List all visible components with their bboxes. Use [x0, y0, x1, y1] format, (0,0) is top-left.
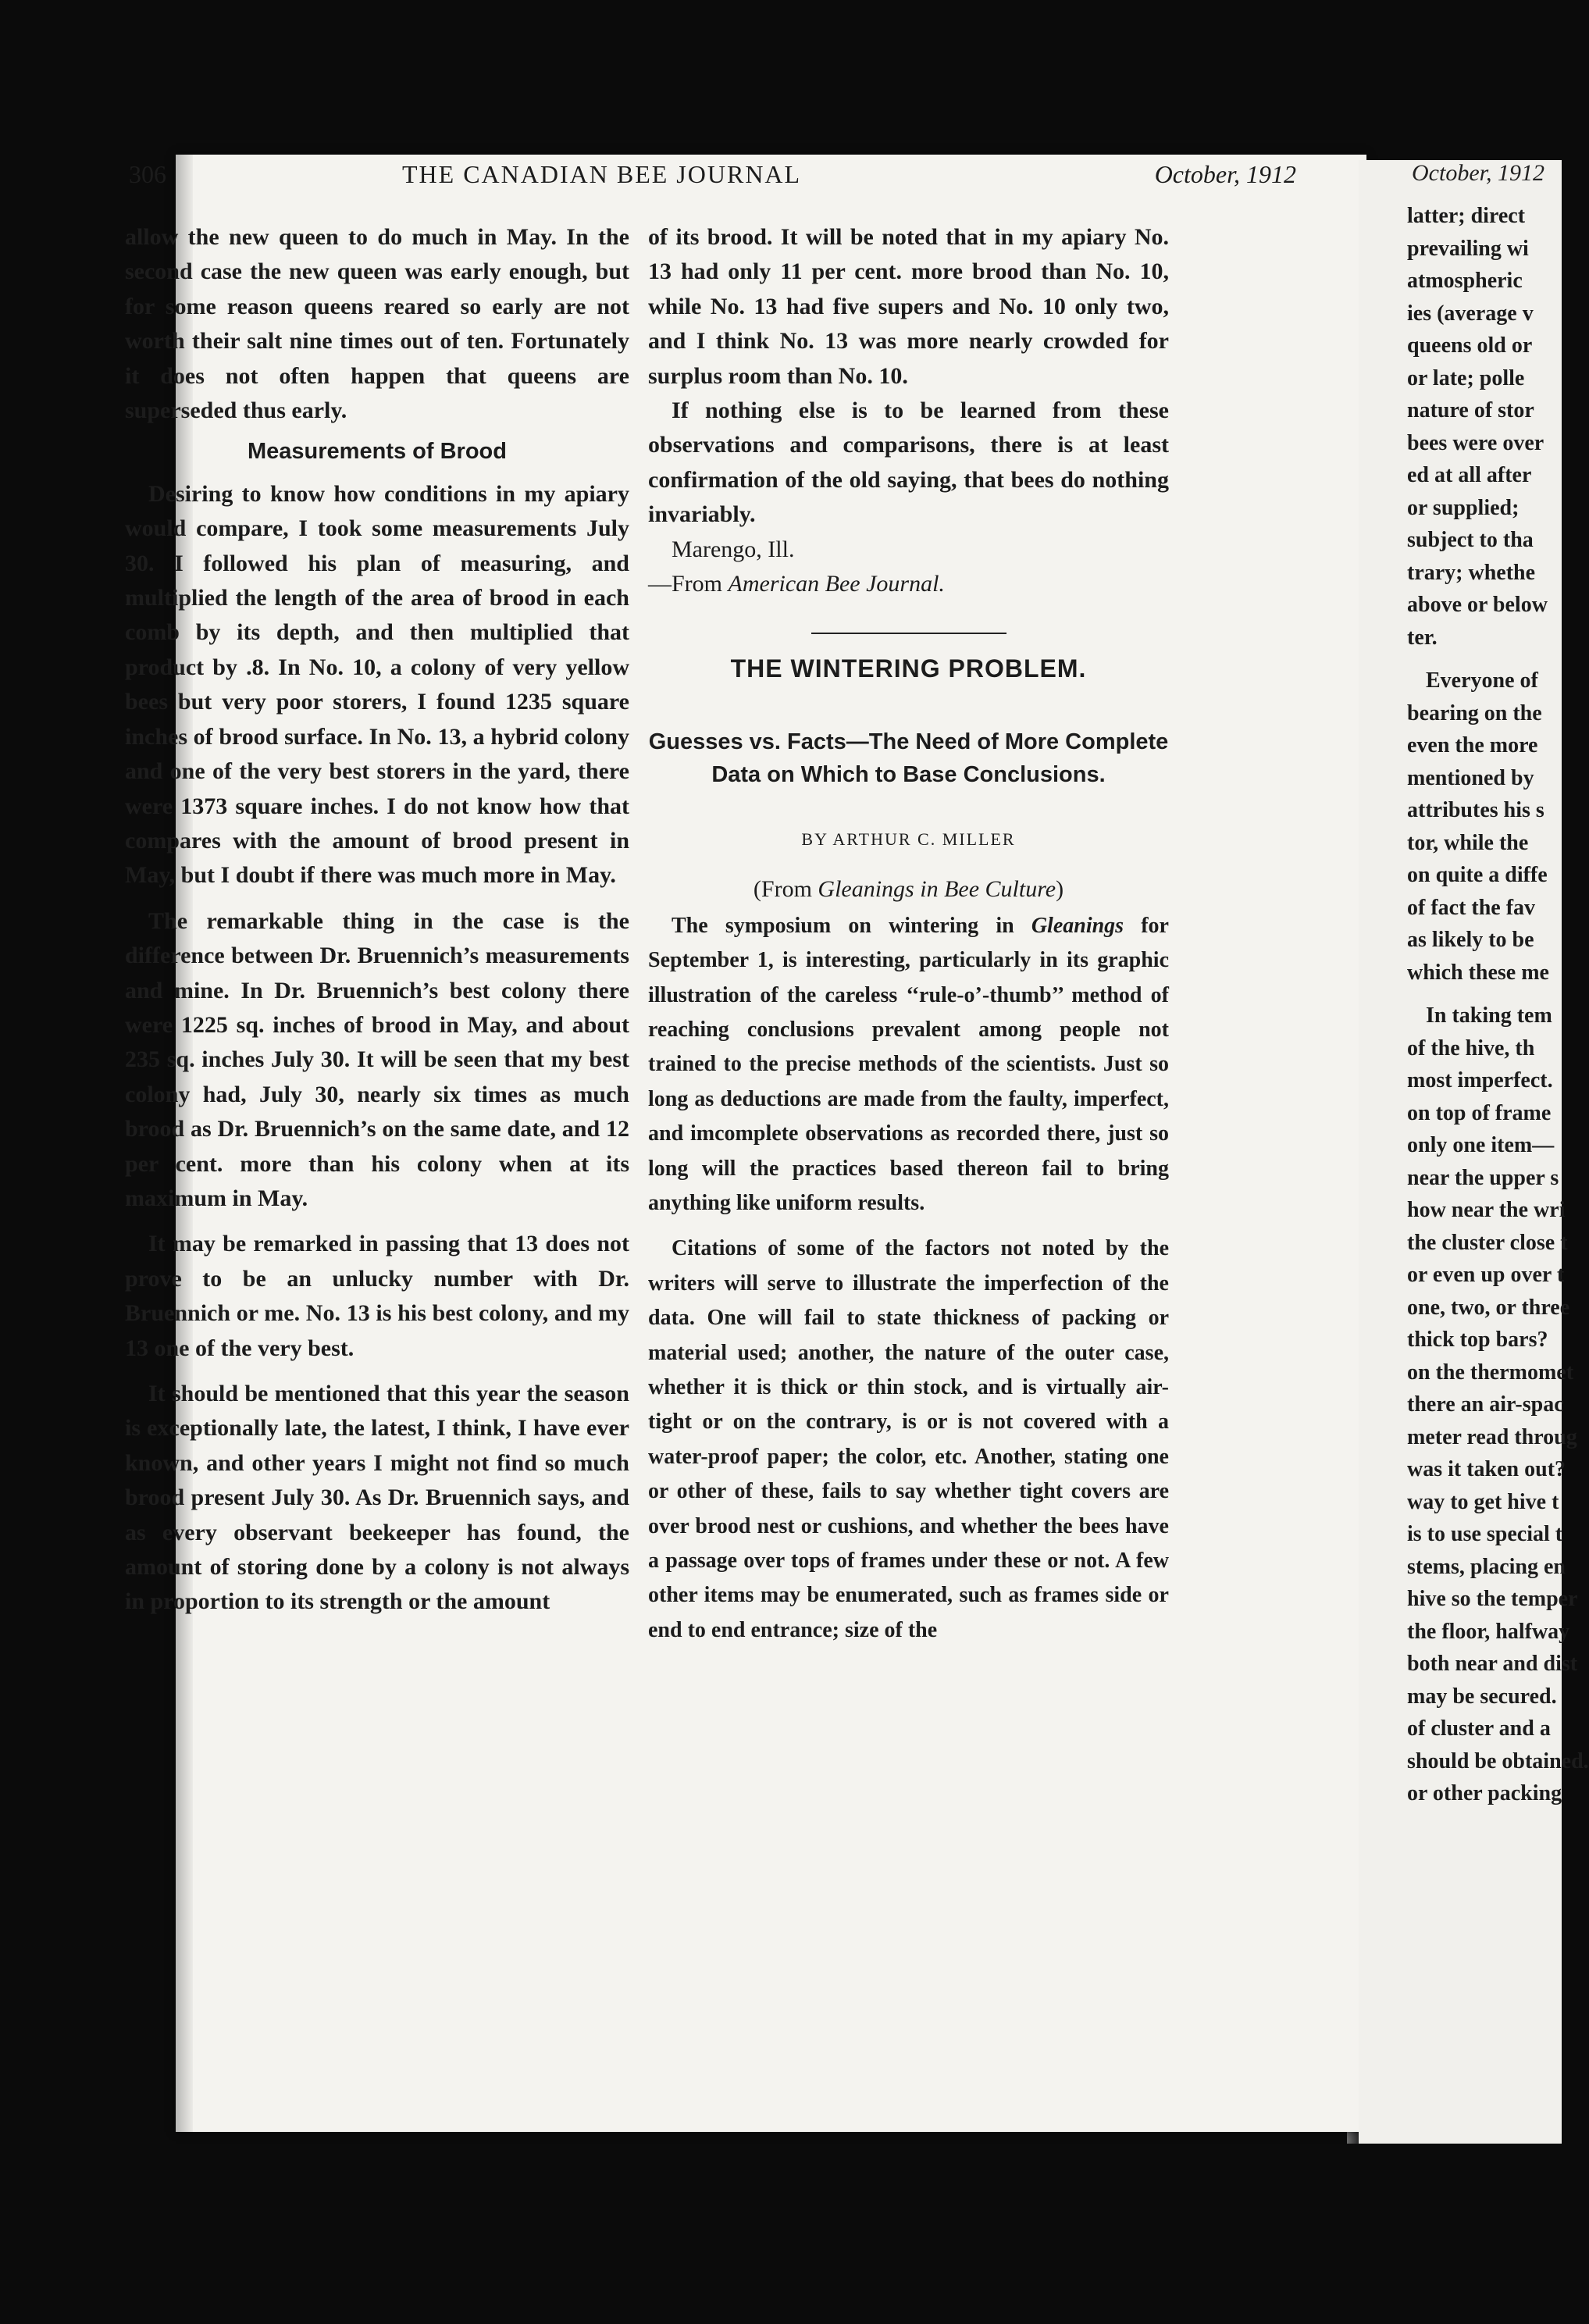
journal-title: THE CANADIAN BEE JOURNAL — [402, 160, 802, 188]
text-run: for September 1, is interesting, particularly in its graphic illustration of the careless ‘‘rule-o’-thumb’’ method of reaching conclusions prevalent among people not trained to the precise methods of the scientists. Just so long as deductions are made from the faulty, imperfect, and imcomplete observations as recorded there, just so long will the practices based thereon fail to bring anything like uniform results. — [648, 913, 1169, 1215]
text-line: attributes his s — [1407, 798, 1544, 822]
paragraph: of its brood. It will be noted that in my apiary No. 13 had only 11 per cent. more brood than No. 10, while No. 13 had five supers and No. 10 only two, and I think No. 13 was more nearly crowded for surplus room than No. 10. — [648, 224, 1169, 389]
text-line: nature of stor — [1407, 398, 1534, 422]
text-line: ter. — [1407, 625, 1438, 650]
paragraph: The remarkable thing in the case is the difference between Dr. Bruennich’s measurements and mine. In Dr. Bruennich’s best colony there were 1225 sq. inches of brood in May, and about 235 sq. inches July 30. It will be seen that my best colony had, July 30, nearly six times as much brood as Dr. Bruennich’s on the same date, and 12 per cent. more than his colony when at its maximum in May. — [125, 907, 629, 1211]
text-line: mentioned by — [1407, 765, 1534, 790]
text-line: tor, while the — [1407, 830, 1529, 855]
text-line: of the hive, th — [1407, 1035, 1535, 1060]
text-line: Everyone of — [1426, 668, 1538, 693]
text-line: way to get hive t — [1407, 1489, 1559, 1514]
text-line: most imperfect. — [1407, 1068, 1553, 1092]
text-line: how near the wri — [1407, 1198, 1566, 1222]
text-line: hive so the temper — [1407, 1587, 1578, 1611]
text-line: queens old or — [1407, 333, 1533, 358]
text-line: meter read throug — [1407, 1424, 1577, 1449]
text-line: or even up over t — [1407, 1263, 1565, 1287]
article-subtitle: Guesses vs. Facts—The Need of More Complete Data on Which to Base Conclusions. — [648, 729, 1169, 787]
paragraph: allow the new queen to do much in May. In the second case the new queen was early enough, but for some reason queens reared so early are not worth their salt nine times out of ten. Fortunately it does not often happen that queens are superseded thus early. — [125, 224, 629, 424]
text-line: In taking tem — [1426, 1003, 1552, 1028]
section-heading: Measurements of Brood — [248, 439, 507, 465]
paragraph: It should be mentioned that this year the season is exceptionally late, the latest, I think, I have ever known, and other years I might not find so much brood present July 30. As Dr. Bruennich says, and as every observant beekeeper has found, the amount of storing done by a colony is not always in proportion to its strength or the amount — [125, 1381, 629, 1615]
text-line: atmospheric — [1407, 269, 1523, 293]
source-close: ) — [1056, 876, 1064, 903]
text-line: above or below — [1407, 593, 1548, 617]
text-line: both near and dist — [1407, 1652, 1578, 1676]
text-line: on the thermomet — [1407, 1360, 1574, 1385]
source-credit — [648, 567, 1169, 601]
running-header — [129, 160, 1327, 191]
facing-page — [1359, 160, 1589, 2144]
text-line: the cluster close t — [1407, 1230, 1568, 1255]
text-line: trary; whethe — [1407, 560, 1536, 585]
text-line: of fact the fav — [1407, 895, 1536, 920]
text-line: was it taken out? — [1407, 1457, 1566, 1481]
source-name: American Bee Journal. — [728, 571, 945, 597]
paragraph — [648, 909, 1169, 1221]
text-line: even the more — [1407, 733, 1538, 757]
reprint-source-name: Gleanings in Bee Culture — [818, 876, 1056, 903]
text-line: on quite a diffe — [1407, 863, 1548, 887]
text-line: or other packing — [1407, 1781, 1562, 1805]
text-line: there an air-spac — [1407, 1392, 1564, 1417]
text-line: may be secured. — [1407, 1684, 1557, 1709]
text-line: is to use special t — [1407, 1522, 1563, 1546]
text-run: The symposium on wintering in — [672, 913, 1031, 938]
column-left — [125, 220, 629, 1620]
page-number: 306 — [129, 160, 166, 188]
text-line: latter; direct — [1407, 204, 1526, 228]
text-line: thick top bars? — [1407, 1328, 1548, 1352]
text-line: bearing on the — [1407, 700, 1542, 725]
facing-page-text — [1407, 200, 1589, 1810]
text-run-italic: Gleanings — [1031, 913, 1124, 938]
byline: BY ARTHUR C. MILLER — [801, 829, 1016, 849]
signature: Marengo, Ill. — [672, 536, 795, 562]
article-title: THE WINTERING PROBLEM. — [730, 654, 1087, 683]
text-line: stems, placing en — [1407, 1554, 1566, 1579]
text-line: which these me — [1407, 960, 1549, 985]
text-line: subject to tha — [1407, 528, 1534, 552]
text-line: near the upper s — [1407, 1165, 1559, 1190]
text-line: bees were over — [1407, 430, 1544, 455]
paragraph: If nothing else is to be learned from these observations and comparisons, there is at least confirmation of the old saying, that bees do nothing invariably. — [648, 397, 1169, 528]
source-prefix: —From — [648, 571, 729, 597]
paragraph: Desiring to know how conditions in my apiary would compare, I took some measurements July 30. I followed his plan of measuring, and multiplied the length of the area of brood in each comb by its depth, and then multiplied that product by .8. In No. 10, a colony of very yellow bees but very poor storers, I found 1235 square inches of brood surface. In No. 13, a hybrid colony and one of the very best storers in the yard, there were 1373 square inches. I do not know how that compares with the amount of brood present in May, but I doubt if there was much more in May. — [125, 480, 629, 889]
text-line: or late; polle — [1407, 365, 1525, 390]
text-line: one, two, or three — [1407, 1295, 1570, 1320]
text-line: the floor, halfway — [1407, 1619, 1570, 1644]
text-line: ies (average v — [1407, 301, 1534, 326]
paragraph: It may be remarked in passing that 13 does not prove to be an unlucky number with Dr. Bruennich or me. No. 13 is his best colony, and my 13 one of the very best. — [125, 1231, 629, 1361]
text-line: as likely to be — [1407, 928, 1534, 952]
paragraph: Citations of some of the factors not noted by the writers will serve to illustrate the imperfection of the data. One will fail to state thickness of packing or material used; another, the nature of the outer case, whether it is thick or thin stock, and is virtually air-tight or on the contrary, is or is not covered with a water-proof paper; the color, etc. Another, stating one or other of these, fails to say whether tight covers are over brood nest or cushions, and whether the bees have a passage over tops of frames under these or not. A few other items may be enumerated, such as frames side or end to end entrance; size of the — [648, 1236, 1169, 1642]
issue-date: October, 1912 — [1154, 160, 1296, 188]
text-line: or supplied; — [1407, 495, 1520, 520]
text-line: only one item— — [1407, 1133, 1555, 1157]
text-line: ed at all after — [1407, 463, 1532, 487]
column-right — [648, 220, 1169, 1648]
text-line: should be obtained. — [1407, 1748, 1589, 1773]
text-line: of cluster and a — [1407, 1716, 1551, 1741]
divider — [811, 633, 1006, 634]
text-line: prevailing wi — [1407, 236, 1529, 261]
facing-page-header: October, 1912 — [1412, 160, 1544, 186]
reprint-source — [648, 872, 1169, 907]
source-open: (From — [753, 876, 818, 903]
text-line: on top of frame — [1407, 1100, 1552, 1125]
